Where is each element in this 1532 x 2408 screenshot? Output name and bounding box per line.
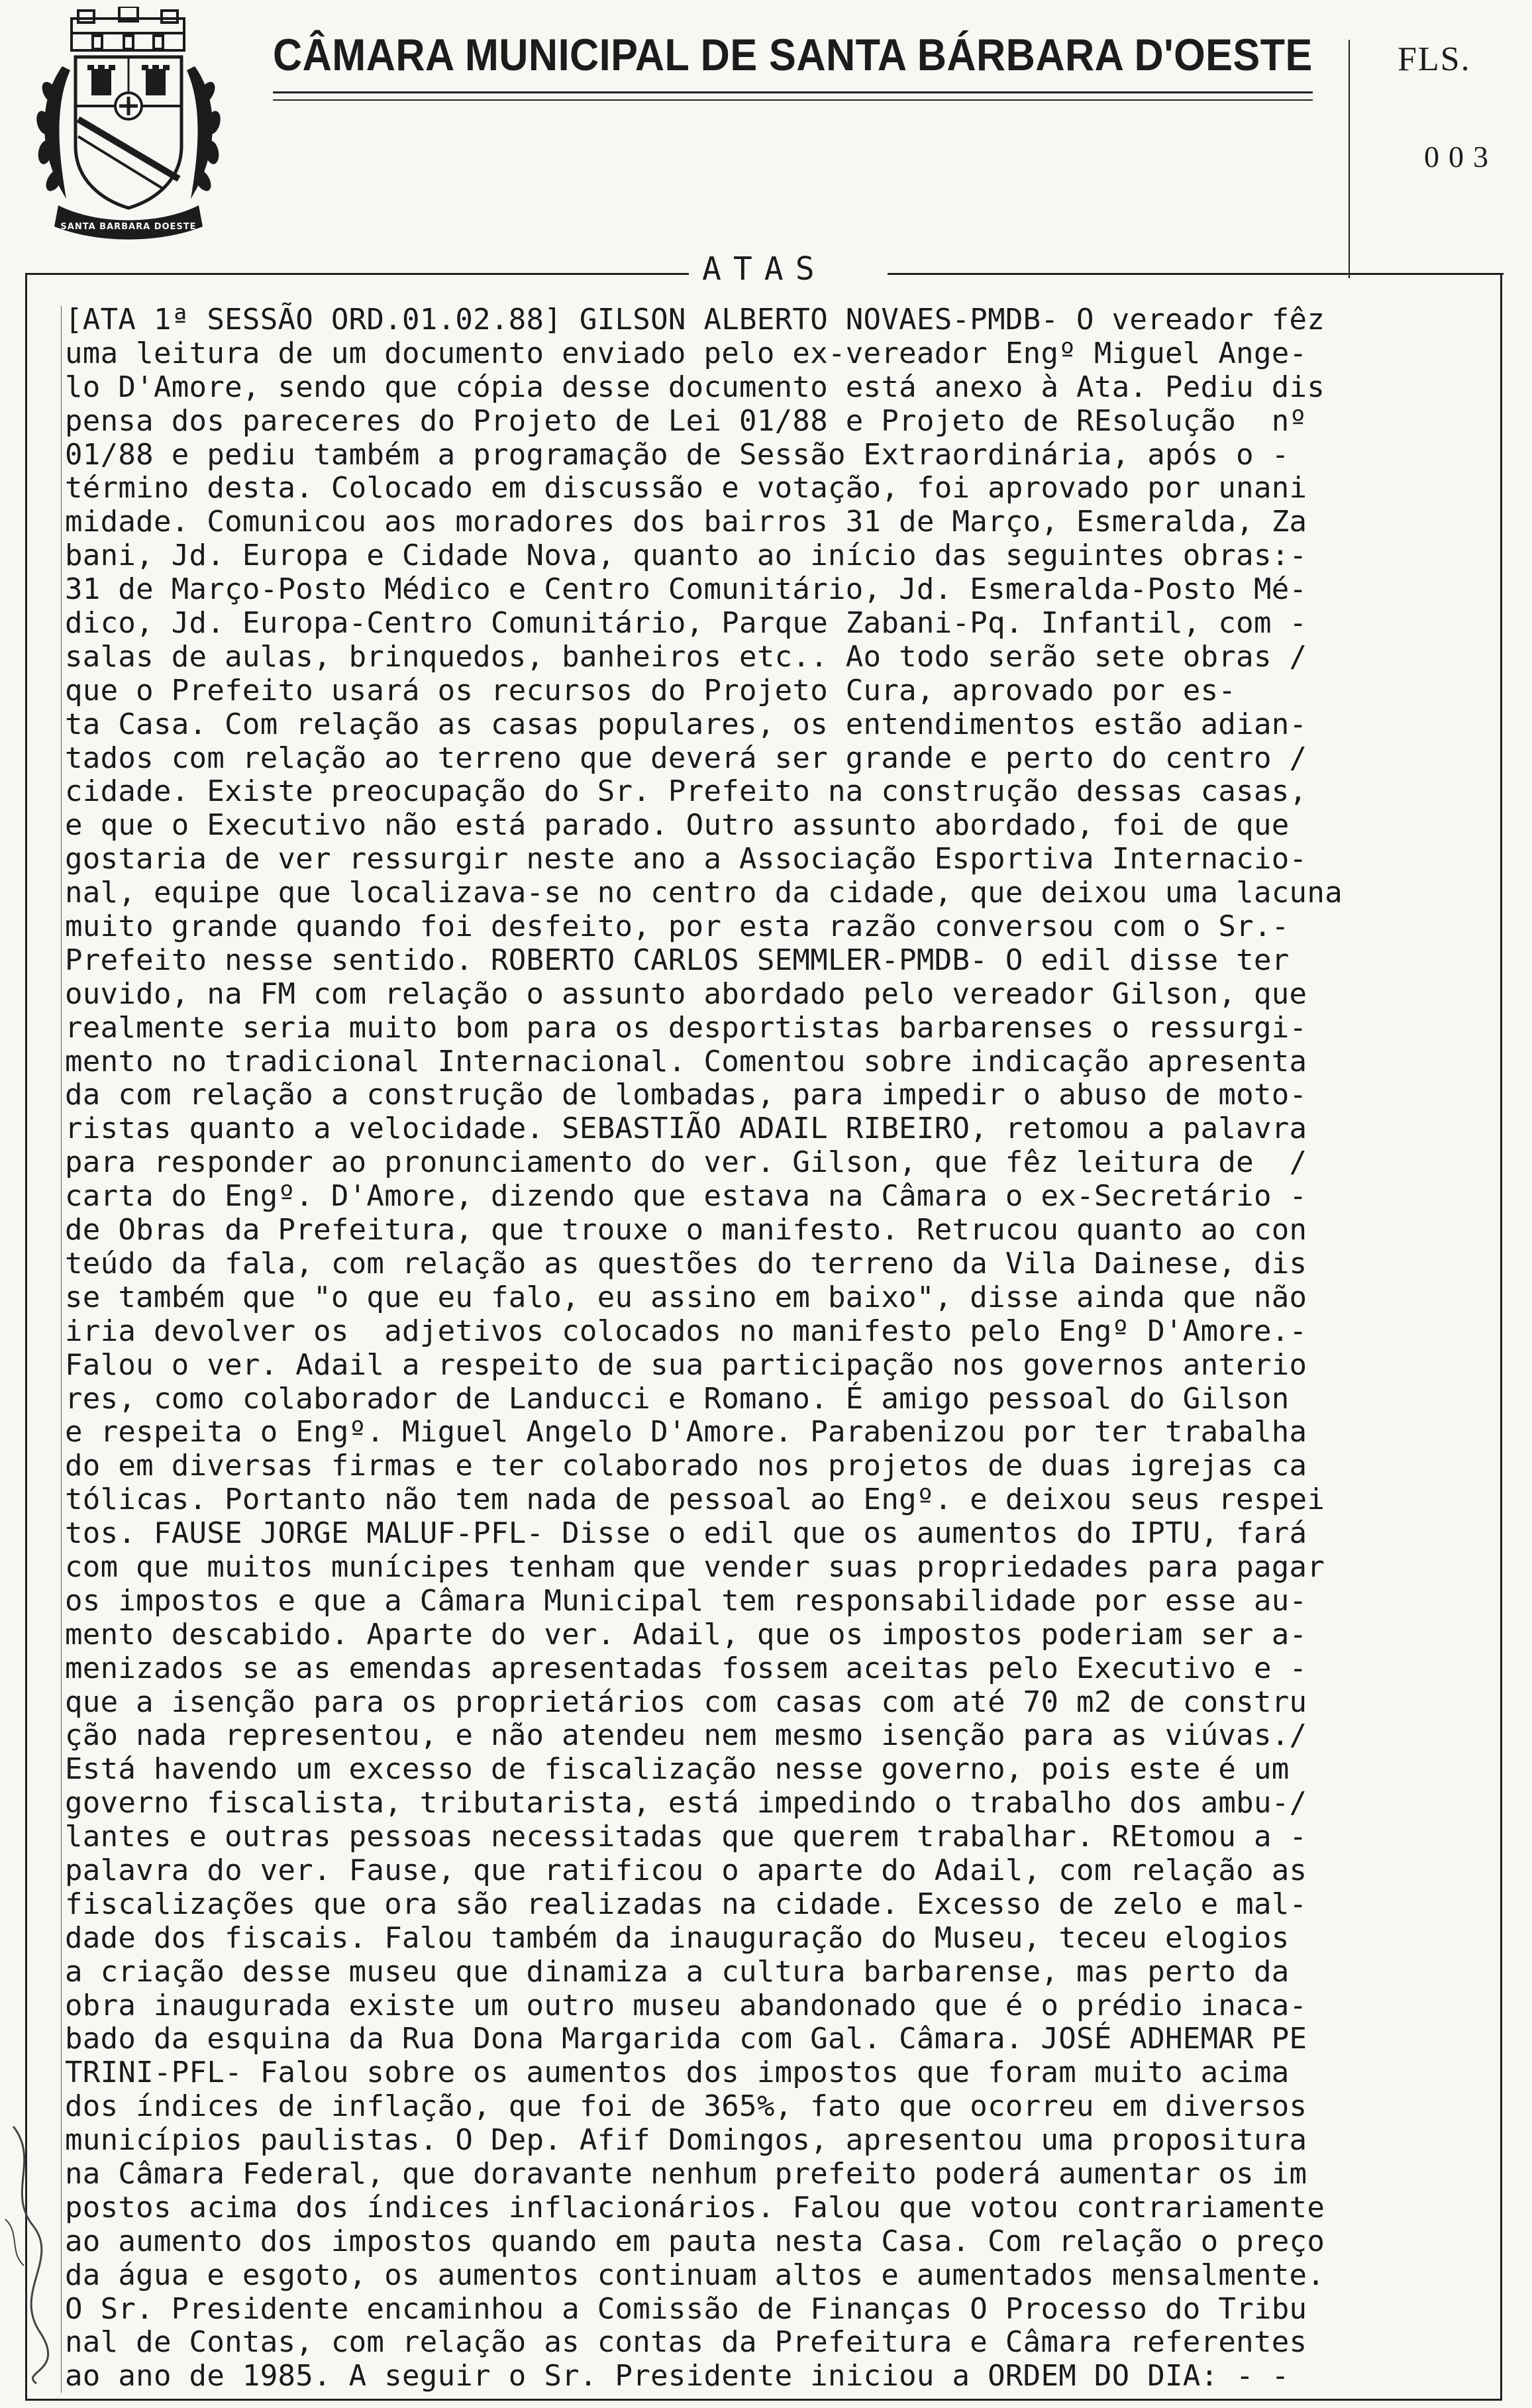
- minutes-line: muito grande quando foi desfeito, por esta razão conversou com o Sr.-: [65, 910, 1290, 944]
- minutes-line: do em diversas firmas e ter colaborado nos projetos de duas igrejas ca: [65, 1449, 1307, 1483]
- minutes-line: para responder ao pronunciamento do ver. Gilson, que fêz leitura de /: [65, 1145, 1307, 1180]
- minutes-line: dico, Jd. Europa-Centro Comunitário, Parque Zabani-Pq. Infantil, com -: [65, 606, 1307, 641]
- minutes-line: que o Prefeito usará os recursos do Projeto Cura, aprovado por es-: [65, 673, 1237, 707]
- minutes-line: de Obras da Prefeitura, que trouxe o manifesto. Retrucou quanto ao con: [65, 1213, 1307, 1247]
- minutes-line: e que o Executivo não está parado. Outro assunto abordado, foi de que: [65, 808, 1290, 843]
- minutes-line: os impostos e que a Câmara Municipal tem responsabilidade por esse au-: [65, 1583, 1307, 1618]
- municipal-crest-logo: [32, 7, 225, 245]
- minutes-line: Falou o ver. Adail a respeito de sua participação nos governos anterio: [65, 1347, 1307, 1382]
- folio-label: FLS.: [1398, 40, 1471, 78]
- minutes-line: mento descabido. Aparte do ver. Adail, que os impostos poderiam ser a-: [65, 1617, 1307, 1651]
- minutes-line: ouvido, na FM com relação o assunto abordado pelo vereador Gilson, que: [65, 976, 1307, 1011]
- minutes-line: fiscalizações que ora são realizadas na cidade. Excesso de zelo e mal-: [65, 1887, 1307, 1921]
- minutes-line: e respeita o Engº. Miguel Angelo D'Amore. Parabenizou por ter trabalha: [65, 1415, 1307, 1449]
- minutes-line: pensa dos pareceres do Projeto de Lei 01/88 e Projeto de REsolução nº: [65, 403, 1307, 438]
- minutes-line: TRINI-PFL- Falou sobre os aumentos dos impostos que foram muito acima: [65, 2056, 1290, 2090]
- minutes-line: bani, Jd. Europa e Cidade Nova, quanto ao início das seguintes obras:-: [65, 539, 1307, 573]
- minutes-line: ao aumento dos impostos quando em pauta nesta Casa. Com relação o preço: [65, 2224, 1325, 2258]
- minutes-line: da água e esgoto, os aumentos continuam altos e aumentados mensalmente.: [65, 2258, 1325, 2292]
- minutes-text: [65, 303, 1489, 2393]
- section-title: ATAS: [702, 250, 827, 288]
- folio-divider: [1349, 40, 1350, 278]
- minutes-line: nal de Contas, com relação as contas da Prefeitura e Câmara referentes: [65, 2325, 1307, 2360]
- minutes-line: dade dos fiscais. Falou também da inauguração do Museu, teceu elogios: [65, 1920, 1290, 1955]
- minutes-line: cidade. Existe preocupação do Sr. Prefeito na construção dessas casas,: [65, 774, 1307, 809]
- minutes-line: mento no tradicional Internacional. Comentou sobre indicação apresenta: [65, 1044, 1307, 1078]
- minutes-line: O Sr. Presidente encaminhou a Comissão de Finanças O Processo do Tribu: [65, 2291, 1307, 2326]
- minutes-line: menizados se as emendas apresentadas fossem aceitas pelo Executivo e -: [65, 1651, 1307, 1685]
- minutes-line: ção nada representou, e não atendeu nem mesmo isenção para as viúvas./: [65, 1718, 1307, 1753]
- minutes-line: bado da esquina da Rua Dona Margarida com Gal. Câmara. JOSÉ ADHEMAR PE: [65, 2022, 1307, 2056]
- minutes-line: ristas quanto a velocidade. SEBASTIÃO ADAIL RIBEIRO, retomou a palavra: [65, 1112, 1307, 1146]
- minutes-line: Prefeito nesse sentido. ROBERTO CARLOS SEMMLER-PMDB- O edil disse ter: [65, 943, 1290, 977]
- minutes-line: a criação desse museu que dinamiza a cultura barbarense, mas perto da: [65, 1954, 1290, 1989]
- header-rule-secondary: [273, 99, 1313, 101]
- minutes-line: na Câmara Federal, que doravante nenhum prefeito poderá aumentar os im: [65, 2156, 1307, 2191]
- minutes-line: carta do Engº. D'Amore, dizendo que estava na Câmara o ex-Secretário -: [65, 1179, 1307, 1214]
- minutes-line: uma leitura de um documento enviado pelo ex-vereador Engº Miguel Ange-: [65, 336, 1307, 370]
- minutes-line: midade. Comunicou aos moradores dos bairros 31 de Março, Esmeralda, Za: [65, 505, 1307, 539]
- minutes-line: tólicas. Portanto não tem nada de pessoal ao Engº. e deixou seus respei: [65, 1483, 1325, 1517]
- minutes-line: dos índices de inflação, que foi de 365%, fato que ocorreu em diversos: [65, 2089, 1307, 2124]
- minutes-line: com que muitos munícipes tenham que vender suas propriedades para pagar: [65, 1549, 1325, 1584]
- minutes-line: [ATA 1ª SESSÃO ORD.01.02.88] GILSON ALBERTO NOVAES-PMDB- O vereador fêz: [65, 303, 1325, 337]
- minutes-line: governo fiscalista, tributarista, está impedindo o trabalho dos ambu-/: [65, 1786, 1307, 1820]
- minutes-line: realmente seria muito bom para os desportistas barbarenses o ressurgi-: [65, 1010, 1307, 1045]
- minutes-line: da com relação a construção de lombadas, para impedir o abuso de moto-: [65, 1078, 1307, 1112]
- minutes-line: Está havendo um excesso de fiscalização nesse governo, pois este é um: [65, 1752, 1290, 1787]
- handwritten-margin-mark: [0, 2120, 60, 2385]
- minutes-line: municípios paulistas. O Dep. Afif Domingos, apresentou uma propositura: [65, 2123, 1307, 2158]
- crest-motto: SANTA BARBARA DOESTE: [60, 222, 197, 232]
- minutes-line: tados com relação ao terreno que deverá ser grande e perto do centro /: [65, 741, 1307, 775]
- minutes-line: gostaria de ver ressurgir neste ano a Associação Esportiva Internacio-: [65, 842, 1307, 876]
- minutes-line: salas de aulas, brinquedos, banheiros etc.. Ao todo serão sete obras /: [65, 639, 1307, 674]
- minutes-line: nal, equipe que localizava-se no centro da cidade, que deixou uma lacuna: [65, 876, 1343, 910]
- minutes-line: postos acima dos índices inflacionários. Falou que votou contrariamente: [65, 2190, 1325, 2225]
- minutes-line: que a isenção para os proprietários com casas com até 70 m2 de constru: [65, 1685, 1307, 1719]
- minutes-line: 31 de Março-Posto Médico e Centro Comunitário, Jd. Esmeralda-Posto Mé-: [65, 572, 1307, 607]
- chamber-title: CÂMARA MUNICIPAL DE SANTA BÁRBARA D'OESTE: [273, 30, 1313, 80]
- minutes-line: tos. FAUSE JORGE MALUF-PFL- Disse o edil que os aumentos do IPTU, fará: [65, 1516, 1307, 1551]
- minutes-line: lo D'Amore, sendo que cópia desse documento está anexo à Ata. Pediu dis: [65, 370, 1325, 404]
- minutes-line: 01/88 e pediu também a programação de Sessão Extraordinária, após o -: [65, 437, 1290, 472]
- minutes-line: se também que "o que eu falo, eu assino em baixo", disse ainda que não: [65, 1280, 1307, 1314]
- minutes-line: término desta. Colocado em discussão e votação, foi aprovado por unani: [65, 471, 1307, 505]
- margin-ruling: [61, 306, 62, 2393]
- minutes-line: obra inaugurada existe um outro museu abandonado que é o prédio inaca-: [65, 1988, 1307, 2022]
- minutes-line: ta Casa. Com relação as casas populares, os entendimentos estão adian-: [65, 707, 1307, 741]
- minutes-line: teúdo da fala, com relação as questões do terreno da Vila Dainese, dis: [65, 1246, 1307, 1281]
- header-rule: [273, 91, 1313, 93]
- minutes-line: res, como colaborador de Landucci e Romano. É amigo pessoal do Gilson: [65, 1381, 1290, 1416]
- minutes-line: iria devolver os adjetivos colocados no manifesto pelo Engº D'Amore.-: [65, 1314, 1307, 1348]
- minutes-line: palavra do ver. Fause, que ratificou o aparte do Adail, com relação as: [65, 1853, 1307, 1887]
- minutes-line: lantes e outras pessoas necessitadas que querem trabalhar. REtomou a -: [65, 1820, 1307, 1854]
- folio-number: 003: [1424, 140, 1498, 174]
- minutes-line: ao ano de 1985. A seguir o Sr. Presidente iniciou a ORDEM DO DIA: - -: [65, 2359, 1290, 2393]
